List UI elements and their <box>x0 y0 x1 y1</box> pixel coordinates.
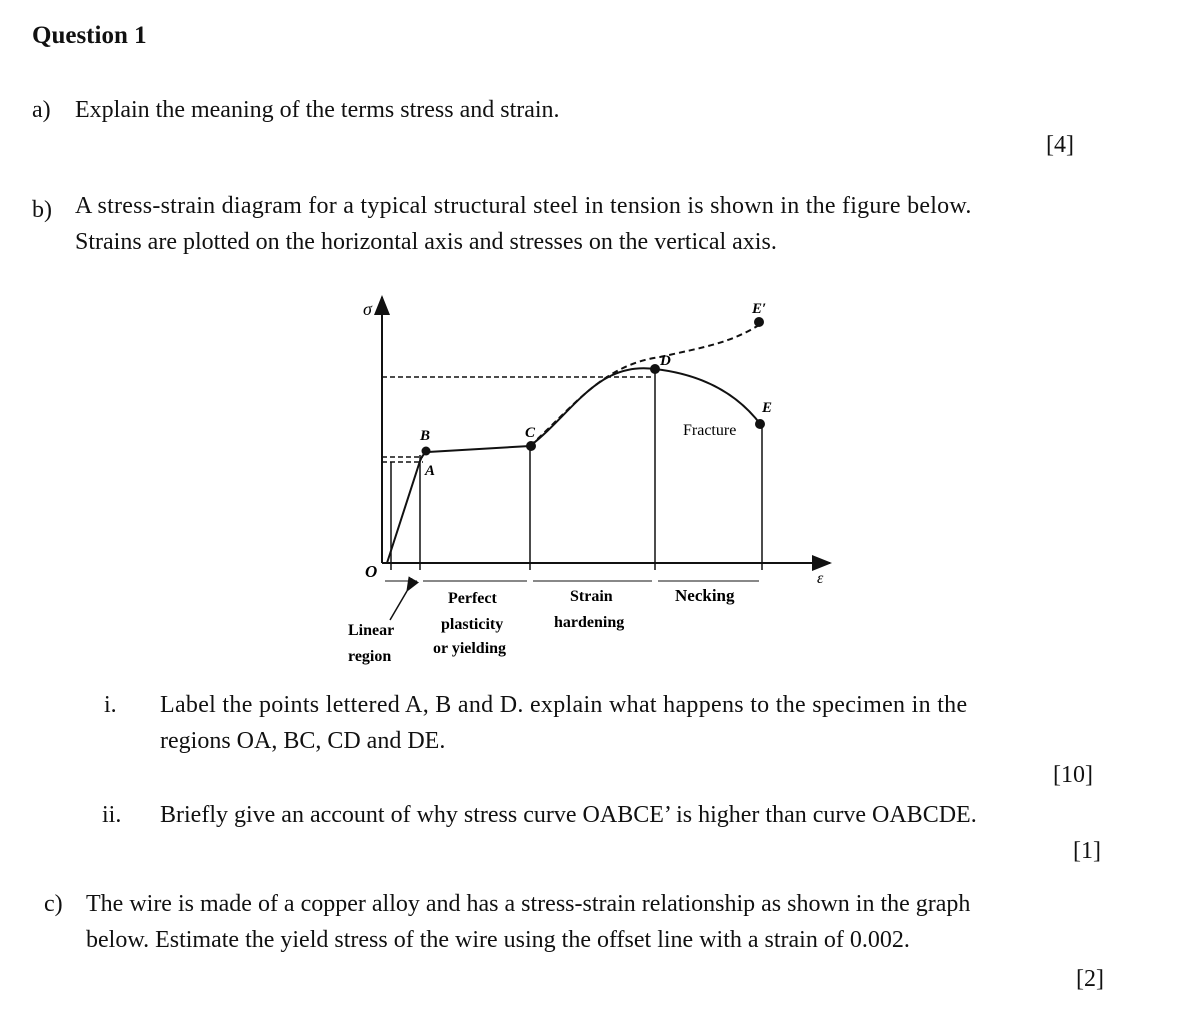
part-a-label: a) <box>32 97 51 123</box>
point-a-label: A <box>425 463 436 479</box>
sub-i-marks: [10] <box>1053 762 1093 788</box>
linear-region-label-1: Linear <box>348 622 395 639</box>
point-d-marker <box>650 364 660 374</box>
sub-ii-text: Briefly give an account of why stress curve OABCE’ is higher than curve OABCDE. <box>160 802 977 828</box>
point-c-marker <box>526 441 536 451</box>
hardening-label-1: Strain <box>570 588 613 605</box>
part-b-line-2: Strains are plotted on the horizontal axis and stresses on the vertical axis. <box>75 229 777 255</box>
linear-region-label-2: region <box>348 648 392 665</box>
sub-i-line-2: regions OA, BC, CD and DE. <box>160 728 446 754</box>
part-a-marks: [4] <box>1046 132 1074 158</box>
point-c-label: C <box>525 425 536 441</box>
epsilon-label: ε <box>817 570 824 587</box>
hardening-label-2: hardening <box>554 614 625 631</box>
engineering-stress-curve <box>387 368 761 563</box>
sub-i-line-1: Label the points lettered A, B and D. explain what happens to the specimen in the <box>160 692 968 718</box>
part-b-line-1: A stress-strain diagram for a typical structural steel in tension is shown in the figure below. <box>75 193 972 219</box>
point-e-prime-label: E′ <box>752 301 767 317</box>
linear-region-pointer <box>390 591 407 620</box>
sub-ii-marks: [1] <box>1073 838 1101 864</box>
point-o-label: O <box>365 562 378 581</box>
part-a-text: Explain the meaning of the terms stress and strain. <box>75 97 560 123</box>
point-b-label: B <box>420 428 431 444</box>
sub-ii-label: ii. <box>102 802 122 828</box>
fracture-label: Fracture <box>683 422 737 439</box>
point-e-prime-marker <box>754 317 764 327</box>
part-c-marks: [2] <box>1076 966 1104 992</box>
point-e-marker <box>755 419 765 429</box>
part-c-line-1: The wire is made of a copper alloy and has a stress-strain relationship as shown in the graph <box>86 891 971 917</box>
stress-strain-diagram <box>335 285 855 680</box>
part-c-label: c) <box>44 891 63 917</box>
part-b-label: b) <box>32 197 52 223</box>
plasticity-label-3: or yielding <box>433 640 507 657</box>
plasticity-label-2: plasticity <box>441 616 504 633</box>
point-d-label: D <box>660 353 671 369</box>
point-e-label: E <box>762 400 773 416</box>
sub-i-label: i. <box>104 692 117 718</box>
part-c-line-2: below. Estimate the yield stress of the wire using the offset line with a strain of 0.002. <box>86 927 910 953</box>
plasticity-label-1: Perfect <box>448 590 497 607</box>
point-b-marker <box>422 447 431 456</box>
necking-label: Necking <box>675 586 735 605</box>
question-title: Question 1 <box>32 22 147 49</box>
sigma-label: σ <box>363 299 372 319</box>
